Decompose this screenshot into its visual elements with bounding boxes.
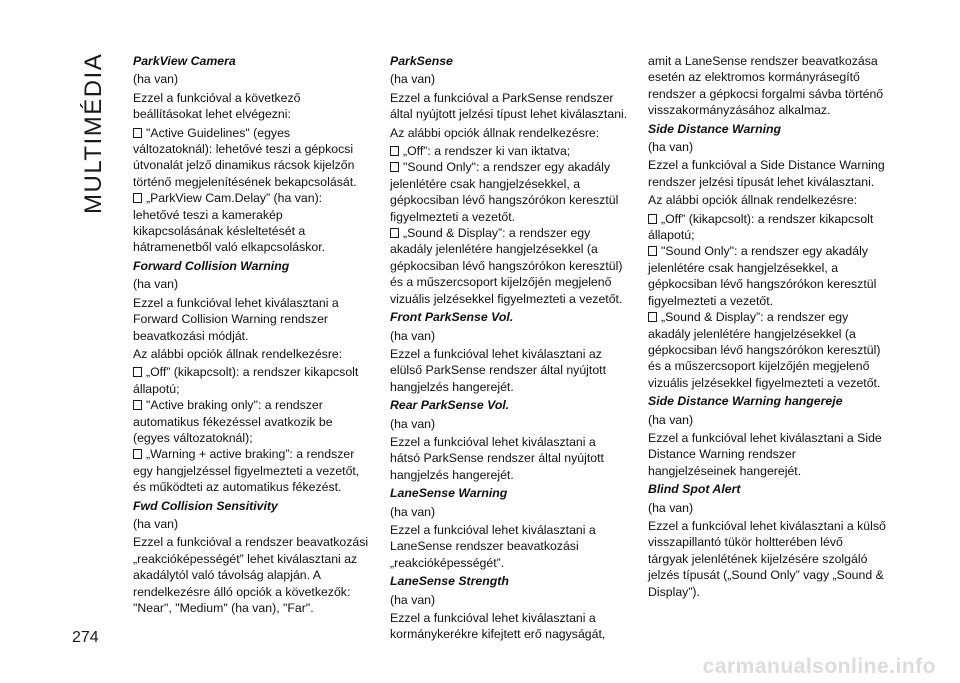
list-item-text: "Sound Only": a rendszer egy akadály jelenlétére csak hangjelzésekkel, a gépkocsiban lévő hangszórókon keresztül figyelmezteti a vezetőt.: [648, 244, 877, 308]
paragraph: (ha van): [390, 592, 436, 607]
paragraph: Az alábbi opciók állnak rendelkezésre:: [648, 193, 858, 208]
paragraph: Az alábbi opciók állnak rendelkezésre:: [133, 346, 343, 361]
page-number: 274: [72, 629, 99, 646]
paragraph: (ha van): [390, 416, 436, 431]
paragraph: (ha van): [390, 72, 436, 87]
list-item: [648, 211, 886, 244]
paragraph: Ezzel a funkcióval lehet kiválasztani a kormánykerékre kifejtett erő nagyságát,: [390, 611, 606, 642]
list-item-text: "Active Guidelines" (egyes változatoknál): lehetővé teszi a gépkocsi útvonalát jelző dinamikus rácsok kijelzőn történő megjelenítésének bekapcsolását.: [133, 125, 357, 189]
checkbox-square-icon: [648, 312, 657, 322]
list-item: [133, 190, 371, 256]
bullet-list: [648, 211, 886, 391]
list-item: [390, 225, 628, 307]
checkbox-square-icon: [133, 367, 142, 377]
list-item: [648, 243, 886, 309]
section-heading-blind-spot-alert: Blind Spot Alert: [648, 482, 741, 497]
section-heading-side-distance-warning: Side Distance Warning: [648, 121, 782, 136]
checkbox-square-icon: [390, 228, 399, 238]
list-item: [133, 397, 371, 446]
text-column-3: [648, 53, 886, 602]
paragraph: (ha van): [648, 412, 694, 427]
section-heading-lanesense-strength: LaneSense Strength: [390, 574, 509, 589]
paragraph: (ha van): [133, 72, 179, 87]
checkbox-square-icon: [648, 214, 657, 224]
list-item-text: „ParkView Cam.Delay” (ha van): lehetővé teszi a kamerakép kikapcsolásának késleltetését a hátramenetből való elkapcsoláskor.: [133, 191, 326, 255]
checkbox-square-icon: [390, 162, 399, 172]
list-item-text: „Sound & Display”: a rendszer egy akadály jelenlétére hangjelzésekkel (a gépkocsiban lévő hangszórókon keresztül) és a műszercsoport kijelzőjén megjelenő vizuális jelzésekkel figyelmezteti a vezetőt.: [648, 310, 881, 390]
paragraph: amit a LaneSense rendszer beavatkozása esetén az elektromos kormányrásegítő rendszer a gépkocsi forgalmi sávba történő visszakormányzásához alkalmaz.: [648, 54, 884, 118]
list-item-text: „Off” (kikapcsolt): a rendszer kikapcsolt állapotú;: [133, 365, 359, 396]
paragraph: Ezzel a funkcióval a Side Distance Warning rendszer jelzési típusát lehet kiválasztani.: [648, 158, 885, 189]
checkbox-square-icon: [133, 128, 142, 138]
list-item-text: „Sound & Display”: a rendszer egy akadály jelenlétére hangjelzésekkel (a gépkocsiban lévő hangszórókon keresztül) és a műszercsoport kijelzőjén megjelenő vizuális jelzésekkel figyelmezteti a vezetőt.: [390, 226, 623, 306]
chapter-side-title: MULTIMÉDIA: [80, 52, 107, 214]
text-column-2: [390, 53, 628, 645]
section-heading-parksense: ParkSense: [390, 54, 453, 68]
bullet-list: [390, 143, 628, 307]
list-item: [390, 143, 628, 159]
paragraph: Ezzel a funkcióval a rendszer beavatkozási „reakcióképességét” lehet kiválasztani az akadálytól való távolság alapján. A rendelkezésre álló opciók a következők: "Near", "Medium" (ha van), "Far".: [133, 535, 369, 615]
list-item-text: "Active braking only": a rendszer automatikus fékezéssel avatkozik be (egyes változatoknál);: [133, 398, 333, 445]
list-item: [390, 159, 628, 225]
section-heading-fwd-collision-sensitivity: Fwd Collision Sensitivity: [133, 498, 278, 513]
paragraph: Ezzel a funkcióval lehet kiválasztani a LaneSense rendszer beavatkozási „reakcióképességét”.: [390, 522, 596, 570]
paragraph: (ha van): [390, 504, 436, 519]
list-item-text: „Warning + active braking”: a rendszer egy hangjelzéssel figyelmezteti a vezetőt, és működteti az automatikus fékezést.: [133, 447, 360, 495]
list-item: [648, 309, 886, 391]
section-heading-side-distance-warning-volume: Side Distance Warning hangereje: [648, 394, 843, 409]
section-heading-parkview-camera: ParkView Camera: [133, 54, 236, 68]
paragraph: (ha van): [133, 277, 179, 292]
section-heading-front-parksense-vol: Front ParkSense Vol.: [390, 310, 514, 325]
list-item: [133, 364, 371, 397]
checkbox-square-icon: [133, 193, 142, 203]
paragraph: Ezzel a funkcióval a következő beállításokat lehet elvégezni:: [133, 90, 301, 122]
watermark: carmanualsonline.info: [702, 655, 936, 678]
checkbox-square-icon: [133, 449, 142, 459]
list-item-text: „Off” (kikapcsolt): a rendszer kikapcsolt állapotú;: [648, 211, 874, 243]
bullet-list: [133, 364, 371, 495]
section-heading-forward-collision-warning: Forward Collision Warning: [133, 258, 290, 273]
list-item-text: "Sound Only": a rendszer egy akadály jelenlétére csak hangjelzésekkel, a gépkocsiban lévő hangszórókon keresztül figyelmezteti a vezetőt.: [390, 160, 619, 224]
bullet-list: [133, 125, 371, 256]
paragraph: (ha van): [648, 140, 694, 155]
list-item: [133, 446, 371, 495]
paragraph: (ha van): [390, 328, 436, 343]
paragraph: (ha van): [133, 516, 179, 531]
list-item: [133, 125, 371, 191]
checkbox-square-icon: [390, 146, 399, 156]
paragraph: Ezzel a funkcióval lehet kiválasztani a hátsó ParkSense rendszer által nyújtott hangjelzés hangerejét.: [390, 434, 604, 482]
paragraph: Ezzel a funkcióval lehet kiválasztani a külső visszapillantó tükör holtterében lévő tárgyak jelenlétének kijelzésére szolgáló jelzés típusát („Sound Only” vagy „Sound & Display”).: [648, 518, 886, 599]
paragraph: Az alábbi opciók állnak rendelkezésre:: [390, 125, 600, 140]
paragraph: Ezzel a funkcióval lehet kiválasztani a Side Distance Warning rendszer hangjelzéseinek hangerejét.: [648, 430, 882, 478]
section-heading-lanesense-warning: LaneSense Warning: [390, 486, 508, 501]
paragraph: Ezzel a funkcióval lehet kiválasztani a Forward Collision Warning rendszer beavatkozási módját.: [133, 295, 339, 343]
text-column-1: [133, 53, 371, 618]
section-heading-rear-parksense-vol: Rear ParkSense Vol.: [390, 398, 510, 413]
list-item-text: „Off”: a rendszer ki van iktatva;: [403, 144, 571, 159]
paragraph: Ezzel a funkcióval lehet kiválasztani az elülső ParkSense rendszer által nyújtott hangjelzés hangerejét.: [390, 346, 606, 394]
checkbox-square-icon: [648, 246, 657, 256]
paragraph: Ezzel a funkcióval a ParkSense rendszer által nyújtott jelzési típust lehet kiválasztani.: [390, 90, 628, 122]
checkbox-square-icon: [133, 400, 142, 410]
paragraph: (ha van): [648, 500, 694, 515]
